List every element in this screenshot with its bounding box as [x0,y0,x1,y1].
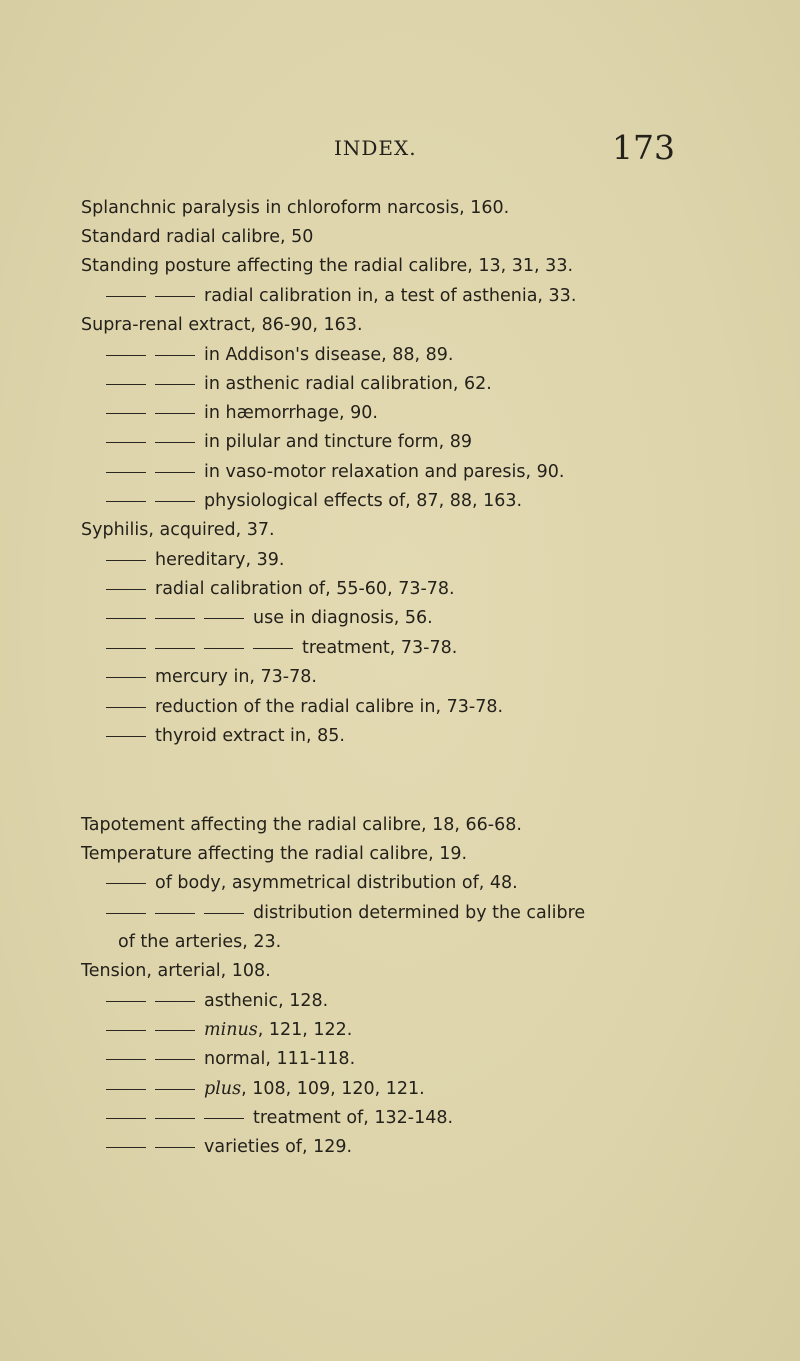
ditto-dash [204,913,244,914]
ditto-dash [155,501,195,502]
entry-text: radial calibration in, a test of asthenia, 33. [204,286,577,306]
ditto-dash [106,442,146,443]
index-subentry [106,398,378,428]
ditto-dash [106,501,146,502]
ditto-dash [106,384,146,385]
ditto-dash [155,355,195,356]
entry-text: Syphilis, acquired, 37. [81,520,275,540]
ditto-dash [106,296,146,297]
ditto-dash [155,1118,195,1119]
entry-text: normal, 111-118. [204,1049,356,1069]
entry-text: Standard radial calibre, 50 [81,227,314,247]
index-subentry [106,1044,355,1074]
index-subentry [106,692,503,722]
ditto-dash [106,883,146,884]
entry-text: treatment, 73-78. [302,638,458,658]
index-entry [81,839,467,869]
ditto-dash [155,1030,195,1031]
entry-text: of body, asymmetrical distribution of, 48. [155,873,518,893]
ditto-dash [155,648,195,649]
index-subentry [106,574,455,604]
entry-text: Temperature affecting the radial calibre, 19. [81,844,468,864]
entry-text: distribution determined by the calibre [253,903,586,923]
index-subentry [106,603,433,633]
index-subentry [106,1074,425,1104]
entry-text: mercury in, 73-78. [155,667,317,687]
entry-text: in pilular and tincture form, 89 [204,432,472,452]
ditto-dash [106,472,146,473]
ditto-dash [106,648,146,649]
ditto-dash [106,1118,146,1119]
ditto-dash [155,472,195,473]
ditto-dash [106,677,146,678]
ditto-dash [106,560,146,561]
entry-text: , 121, 122. [257,1020,353,1040]
entry-text: reduction of the radial calibre in, 73-78. [155,697,504,717]
ditto-dash [106,1089,146,1090]
ditto-dash [204,618,244,619]
ditto-dash [155,384,195,385]
index-entry [81,222,313,252]
index-entry [81,310,363,340]
ditto-dash [253,648,293,649]
entry-text: hereditary, 39. [155,550,285,570]
ditto-dash [106,618,146,619]
ditto-dash [204,1118,244,1119]
ditto-dash [155,1001,195,1002]
ditto-dash [106,736,146,737]
ditto-dash [106,589,146,590]
ditto-dash [155,618,195,619]
ditto-dash [155,296,195,297]
ditto-dash [106,1059,146,1060]
index-entry [81,193,509,223]
entry-text: asthenic, 128. [204,991,329,1011]
page-number: 173 [612,128,675,167]
index-subentry [106,633,457,663]
index-subentry [106,1132,352,1162]
entry-italic-term: minus [204,1020,258,1040]
running-head: INDEX. [334,136,417,160]
index-entry [81,515,275,545]
ditto-dash [155,913,195,914]
ditto-dash [106,707,146,708]
ditto-dash [106,1001,146,1002]
index-subentry [106,427,472,457]
index-subentry [106,281,576,311]
index-subentry [106,457,564,487]
index-subentry [106,369,492,399]
entry-text: Tension, arterial, 108. [81,961,271,981]
index-subentry [106,721,345,751]
entry-text: in asthenic radial calibration, 62. [204,374,492,394]
entry-text: Standing posture affecting the radial calibre, 13, 31, 33. [81,256,574,276]
entry-text: physiological effects of, 87, 88, 163. [204,491,523,511]
ditto-dash [106,413,146,414]
entry-text: treatment of, 132-148. [253,1108,454,1128]
entry-text: in vaso-motor relaxation and paresis, 90. [204,462,565,482]
ditto-dash [106,913,146,914]
index-subentry [106,662,317,692]
ditto-dash [155,1089,195,1090]
entry-text: of the arteries, 23. [118,932,282,952]
index-entry [81,251,573,281]
index-entry [81,810,522,840]
ditto-dash [155,442,195,443]
ditto-dash [155,1147,195,1148]
index-subentry [106,486,522,516]
ditto-dash [155,1059,195,1060]
index-subentry [106,986,328,1016]
entry-text: thyroid extract in, 85. [155,726,345,746]
entry-text: Splanchnic paralysis in chloroform narcosis, 160. [81,198,510,218]
ditto-dash [155,413,195,414]
index-subentry [106,340,453,370]
index-subentry [106,545,285,575]
entry-italic-term: plus [204,1079,242,1099]
ditto-dash [204,648,244,649]
entry-text: in Addison's disease, 88, 89. [204,345,454,365]
entry-text: Tapotement affecting the radial calibre, 18, 66-68. [81,815,522,835]
entry-text: varieties of, 129. [204,1137,353,1157]
index-subentry [106,1015,352,1045]
ditto-dash [106,355,146,356]
entry-text: , 108, 109, 120, 121. [241,1079,425,1099]
index-subentry [106,898,585,928]
index-subentry [106,1103,453,1133]
ditto-dash [106,1147,146,1148]
index-subentry [106,868,518,898]
entry-text: use in diagnosis, 56. [253,608,433,628]
entry-text: Supra-renal extract, 86-90, 163. [81,315,363,335]
entry-text: in hæmorrhage, 90. [204,403,378,423]
index-entry [81,956,271,986]
entry-text: radial calibration of, 55-60, 73-78. [155,579,455,599]
index-continuation [118,927,281,957]
ditto-dash [106,1030,146,1031]
